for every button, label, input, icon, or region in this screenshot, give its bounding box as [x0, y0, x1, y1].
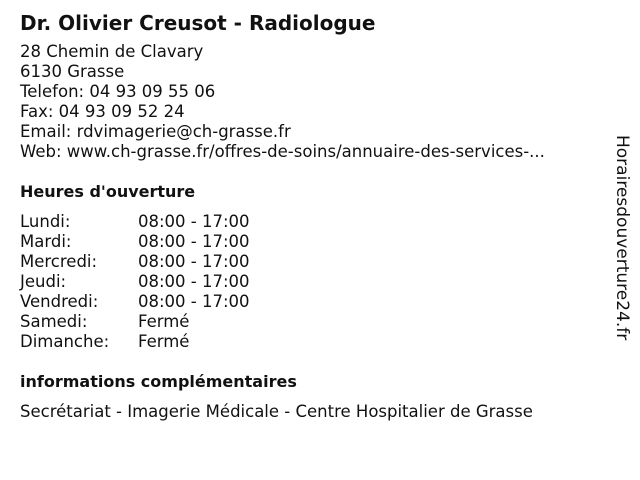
- street-address: 28 Chemin de Clavary: [20, 42, 204, 61]
- day-label: Vendredi:: [20, 292, 99, 311]
- hours-row-vendredi: [20, 292, 610, 312]
- day-label: Jeudi:: [20, 272, 67, 291]
- time-value: Fermé: [138, 312, 190, 331]
- day-label: Dimanche:: [20, 332, 110, 351]
- time-value: 08:00 - 17:00: [138, 232, 250, 251]
- brand-label: Horairesdouverture24.fr: [612, 135, 632, 341]
- hours-row-lundi: [20, 212, 610, 232]
- day-label: Lundi:: [20, 212, 71, 231]
- day-label: Samedi:: [20, 312, 88, 331]
- additional-info-heading: informations complémentaires: [20, 372, 297, 391]
- day-label: Mardi:: [20, 232, 72, 251]
- contact-block: [20, 42, 610, 162]
- page-title: Dr. Olivier Creusot - Radiologue: [20, 11, 376, 35]
- day-label: Mercredi:: [20, 252, 98, 271]
- hours-row-mardi: [20, 232, 610, 252]
- hours-row-jeudi: [20, 272, 610, 292]
- time-value: 08:00 - 17:00: [138, 272, 250, 291]
- hours-row-mercredi: [20, 252, 610, 272]
- hours-row-samedi: [20, 312, 610, 332]
- fax-number: Fax: 04 93 09 52 24: [20, 102, 185, 121]
- business-card: [20, 10, 610, 422]
- time-value: Fermé: [138, 332, 190, 351]
- additional-info-text: Secrétariat - Imagerie Médicale - Centre Hospitalier de Grasse: [20, 402, 533, 421]
- email-address: Email: rdvimagerie@ch-grasse.fr: [20, 122, 291, 141]
- hours-row-dimanche: [20, 332, 610, 352]
- city-address: 6130 Grasse: [20, 62, 125, 81]
- time-value: 08:00 - 17:00: [138, 292, 250, 311]
- opening-hours-table: [20, 212, 610, 352]
- time-value: 08:00 - 17:00: [138, 212, 250, 231]
- website-url: Web: www.ch-grasse.fr/offres-de-soins/annuaire-des-services-...: [20, 142, 545, 161]
- phone-number: Telefon: 04 93 09 55 06: [20, 82, 216, 101]
- time-value: 08:00 - 17:00: [138, 252, 250, 271]
- opening-hours-heading: Heures d'ouverture: [20, 182, 196, 201]
- brand-watermark: [612, 135, 632, 371]
